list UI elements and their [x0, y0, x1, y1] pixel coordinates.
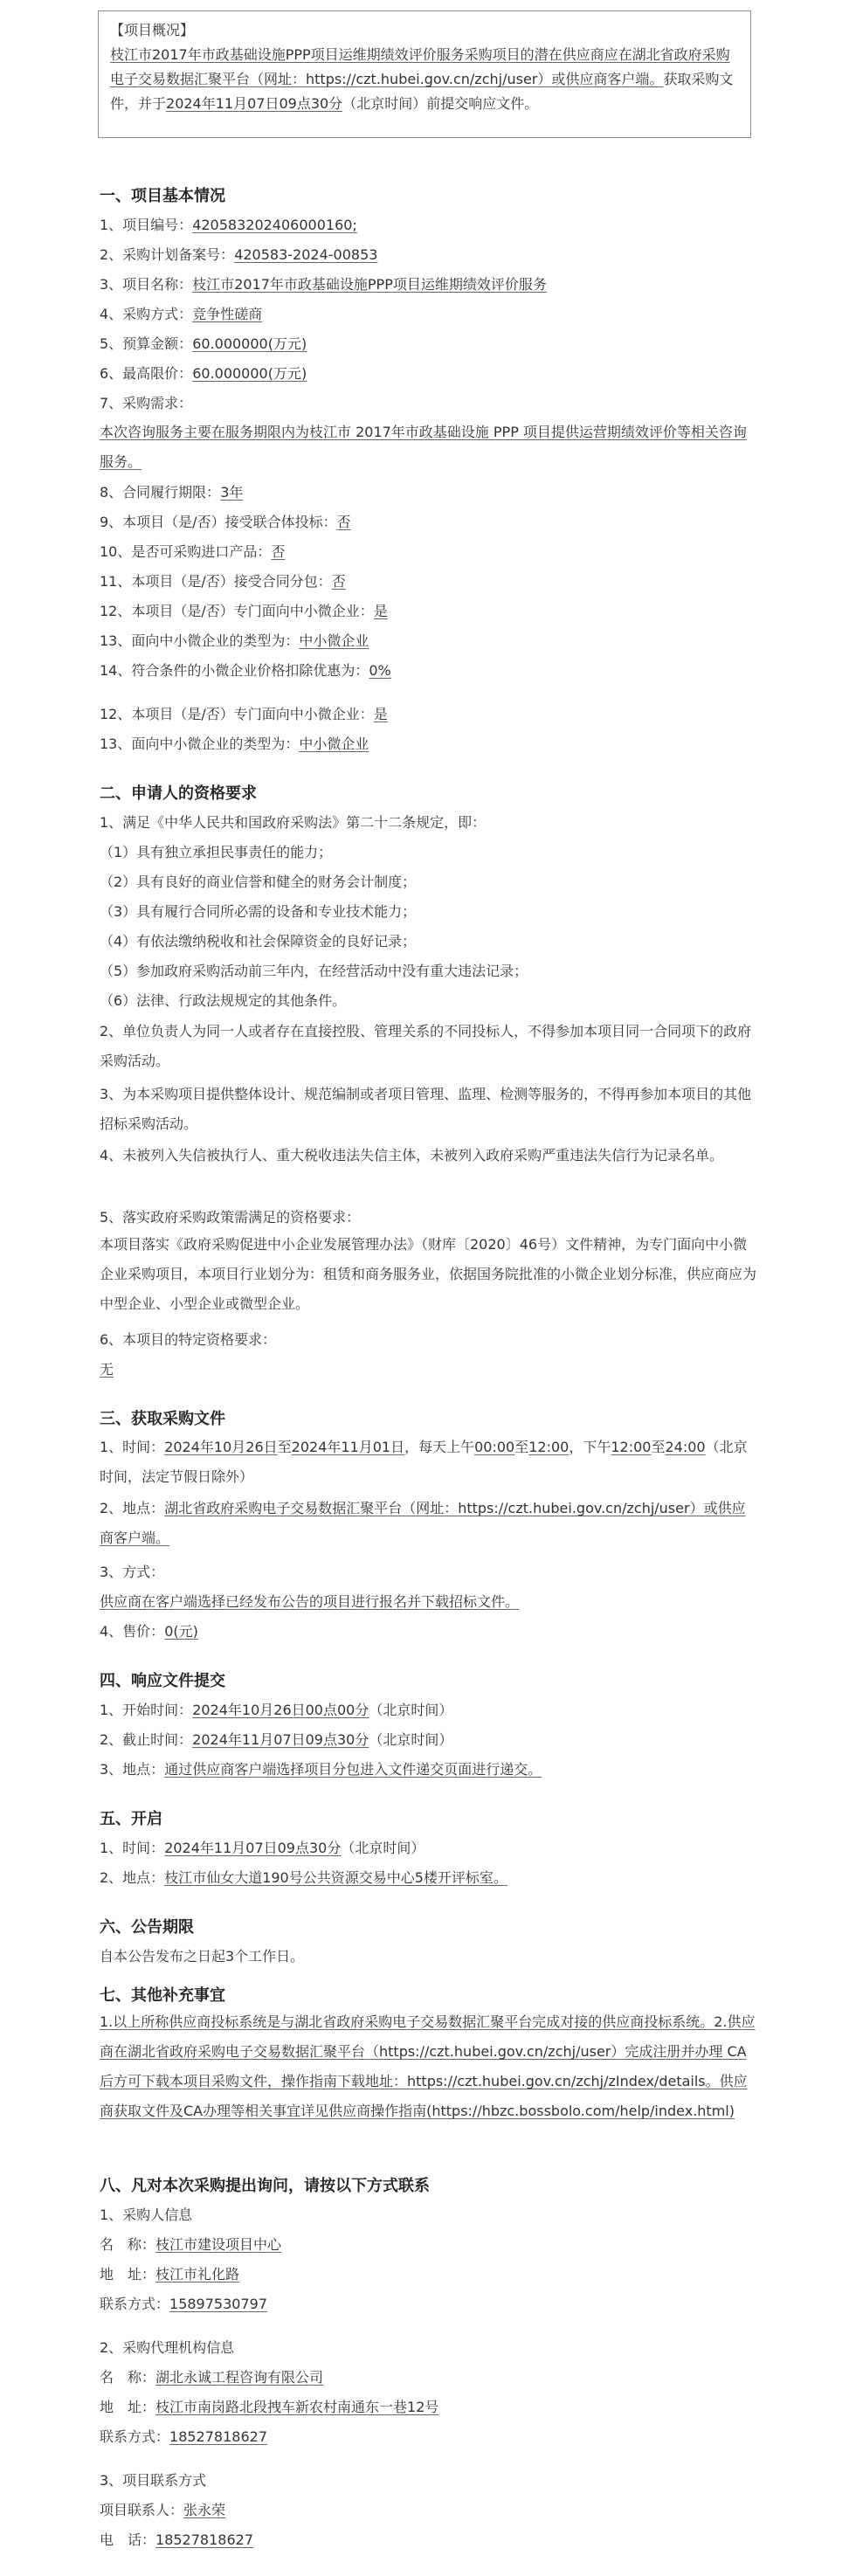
- opening-time-value: 2024年11月07日09点30分: [164, 1840, 342, 1856]
- qualification-2: 2、单位负责人为同一人或者存在直接控股、管理关系的不同投标人，不得参加本项目同一合同项下的政府采购活动。: [100, 1023, 752, 1069]
- overview-text-2: 获取采购文件，并于: [110, 71, 734, 112]
- project-contact-person: [100, 2500, 225, 2521]
- acquire-way-label: 3、方式：: [100, 1564, 165, 1580]
- budget-amount: [100, 334, 307, 355]
- opening-time-tz: （北京时间）: [341, 1840, 425, 1856]
- agency-address-label: 地 址：: [100, 2399, 156, 2415]
- consortium-value: 否: [336, 514, 351, 530]
- opening-location-value: 枝江市仙女大道190号公共资源交易中心5楼开评标室。: [164, 1869, 507, 1886]
- acquire-to: 至: [277, 1439, 292, 1455]
- overview-text-3: （北京时间）前提交响应文件。: [342, 95, 539, 112]
- project-name-value: 枝江市2017年市政基础设施PPP项目运维期绩效评价服务: [192, 276, 547, 293]
- submit-start-tz: （北京时间）: [369, 1702, 453, 1718]
- opening-location: [100, 1868, 507, 1889]
- price-discount-value: 0%: [369, 662, 391, 679]
- contract-period-value: 3年: [220, 484, 244, 501]
- submit-end-tz: （北京时间）: [369, 1731, 453, 1748]
- qualification-6-value: [100, 1359, 114, 1380]
- purchaser-contact-value: 15897530797: [169, 2296, 267, 2312]
- overview-text-1: 枝江市2017年市政基础设施PPP项目运维期绩效评价服务采购项目的潜在供应商应在湖北省政府采购电子交易数据汇聚平台（网址：https://czt.hubei.gov.cn/zchj/user）或供应商客户端。: [110, 46, 730, 87]
- project-contact-person-value: 张永荣: [183, 2502, 226, 2518]
- section-4-heading: 四、响应文件提交: [100, 1672, 225, 1690]
- project-contact-phone-label: 电 话：: [100, 2531, 156, 2548]
- opening-time: [100, 1838, 424, 1859]
- acquire-pm-start: 12:00: [611, 1439, 652, 1455]
- submit-location-label: 3、地点：: [100, 1761, 165, 1778]
- section-7-heading: 七、其他补充事宜: [100, 1986, 225, 2005]
- acquire-way: [100, 1592, 519, 1613]
- purchase-need-label: 7、采购需求：: [100, 395, 193, 411]
- section-1-heading: 一、项目基本情况: [100, 187, 225, 205]
- purchase-need-value: 本次咨询服务主要在服务期限内为枝江市 2017年市政基础设施 PPP 项目提供运营期绩效评价等相关咨询服务。: [100, 424, 747, 470]
- purchaser-address-value: 枝江市礼化路: [155, 2266, 240, 2282]
- sme-type-repeat-value: 中小微企业: [299, 736, 369, 752]
- acquire-end-date: 2024年11月01日: [291, 1439, 405, 1455]
- sme-type-repeat: [100, 734, 369, 755]
- sme-type: [100, 631, 369, 652]
- subcontract: [100, 571, 346, 592]
- import-products-value: 否: [271, 543, 286, 560]
- acquire-location-value: 湖北省政府采购电子交易数据汇聚平台（网址：https://czt.hubei.gov.cn/zchj/user）或供应商客户端。: [100, 1500, 746, 1546]
- purchaser-address-label: 地 址：: [100, 2266, 156, 2282]
- acquire-location: [100, 1494, 756, 1553]
- supplementary-value: 1.以上所称供应商投标系统是与湖北省政府采购电子交易数据汇聚平台完成对接的供应商投标系统。2.供应商在湖北省政府采购电子交易数据汇聚平台（https://czt.hubei.gov.cn/zchj/user）完成注册并办理 CA后方可下载本项目采购文件，操作指南下载地址：https://czt.hubei.gov.cn/zchj/zIndex/details。供应商获取文件及CA办理等相关事宜详见供应商操作指南(https://hbzc.bossbolo.com/help/index.html): [100, 2013, 756, 2119]
- plan-number-value: 420583-2024-00853: [234, 246, 378, 263]
- special-requirement-value: 无: [100, 1361, 114, 1378]
- sme-only-value: 是: [373, 603, 388, 619]
- qualification-5-text: 本项目落实《政府采购促进中小企业发展管理办法》（财库〔2020〕46号）文件精神，为专门面向中小微企业采购项目，本项目行业划分为：租赁和商务服务业，依据国务院批准的小微企业划分标准，供应商应为中型企业、小型企业或微型企业。: [100, 1236, 757, 1312]
- acquire-location-label: 2、地点：: [100, 1500, 165, 1516]
- acquire-to-3: 至: [651, 1439, 666, 1455]
- purchaser-name: [100, 2234, 281, 2255]
- purchase-method: [100, 304, 262, 325]
- sme-type-value: 中小微企业: [299, 632, 369, 649]
- plan-number-label: 2、采购计划备案号：: [100, 246, 235, 263]
- agency-info-heading: 2、采购代理机构信息: [100, 2339, 235, 2356]
- qualification-5-label: 5、落实政府采购政策需满足的资格要求：: [100, 1209, 361, 1226]
- submit-start-label: 1、开始时间：: [100, 1702, 193, 1718]
- qualification-sub-2: （2）具有良好的商业信誉和健全的财务会计制度；: [100, 874, 417, 890]
- contract-period: [100, 482, 243, 503]
- price-discount: [100, 660, 391, 681]
- project-contact-phone: [100, 2530, 253, 2551]
- section-8-heading: 八、凡对本次采购提出询问，请按以下方式联系: [100, 2177, 430, 2195]
- qualification-sub-1: （1）具有独立承担民事责任的能力；: [100, 844, 333, 860]
- project-contact-heading: 3、项目联系方式: [100, 2472, 207, 2489]
- project-number: [100, 215, 357, 236]
- submit-end: [100, 1730, 452, 1751]
- notice-period: 自本公告发布之日起3个工作日。: [100, 1948, 305, 1965]
- sme-only-label: 12、本项目（是/否）专门面向中小微企业：: [100, 603, 374, 619]
- project-name-label: 3、项目名称：: [100, 276, 193, 293]
- project-number-label: 1、项目编号：: [100, 217, 193, 233]
- purchaser-name-label: 名 称：: [100, 2236, 156, 2253]
- section-3-heading: 三、获取采购文件: [100, 1410, 225, 1428]
- submit-end-label: 2、截止时间：: [100, 1731, 193, 1748]
- submit-start: [100, 1700, 452, 1721]
- submit-end-value: 2024年11月07日09点30分: [192, 1731, 369, 1748]
- submit-start-value: 2024年10月26日00点00分: [192, 1702, 369, 1718]
- subcontract-label: 11、本项目（是/否）接受合同分包：: [100, 573, 332, 590]
- qualification-sub-3: （3）具有履行合同所必需的设备和专业技术能力；: [100, 903, 417, 920]
- agency-name-label: 名 称：: [100, 2369, 156, 2386]
- agency-name-value: 湖北永诚工程咨询有限公司: [155, 2369, 324, 2386]
- project-overview-box: [98, 10, 751, 138]
- acquire-time-label: 1、时间：: [100, 1439, 165, 1455]
- agency-contact-value: 18527818627: [169, 2428, 267, 2445]
- submit-location-value: 通过供应商客户端选择项目分包进入文件递交页面进行递交。: [164, 1761, 542, 1778]
- purchase-method-value: 竞争性磋商: [192, 306, 263, 322]
- project-number-value: 420583202406000160;: [192, 217, 357, 233]
- opening-location-label: 2、地点：: [100, 1869, 165, 1886]
- agency-address: [100, 2397, 438, 2418]
- acquire-pm-label: ，下午: [569, 1439, 611, 1455]
- sme-type-label: 13、面向中小微企业的类型为：: [100, 632, 300, 649]
- purchaser-address: [100, 2264, 239, 2285]
- acquire-am-label: ，每天上午: [404, 1439, 475, 1455]
- overview-text: [110, 43, 739, 116]
- sme-only: [100, 601, 388, 622]
- submit-location: [100, 1759, 542, 1780]
- purchase-method-label: 4、采购方式：: [100, 306, 193, 322]
- max-price-label: 6、最高限价：: [100, 365, 193, 382]
- acquire-price-label: 4、售价：: [100, 1623, 165, 1640]
- purchaser-name-value: 枝江市建设项目中心: [155, 2236, 282, 2253]
- acquire-time: [100, 1433, 756, 1492]
- overview-label: 【项目概况】: [110, 22, 195, 38]
- purchaser-info-heading: 1、采购人信息: [100, 2207, 193, 2223]
- purchase-need-text: [100, 418, 756, 477]
- opening-time-label: 1、时间：: [100, 1840, 165, 1856]
- max-price: [100, 363, 307, 384]
- acquire-price-value: 0(元): [164, 1623, 198, 1640]
- sme-only-repeat-value: 是: [373, 706, 388, 722]
- project-contact-phone-value: 18527818627: [155, 2531, 253, 2548]
- consortium: [100, 512, 351, 533]
- acquire-pm-end: 24:00: [665, 1439, 706, 1455]
- section-5-heading: 五、开启: [100, 1810, 162, 1828]
- consortium-label: 9、本项目（是/否）接受联合体投标：: [100, 514, 337, 530]
- budget-amount-label: 5、预算金额：: [100, 335, 193, 352]
- agency-name: [100, 2367, 323, 2388]
- sme-type-repeat-label: 13、面向中小微企业的类型为：: [100, 736, 300, 752]
- project-name: [100, 274, 547, 295]
- qualification-sub-4: （4）有依法缴纳税收和社会保障资金的良好记录；: [100, 933, 417, 950]
- purchaser-contact-label: 联系方式：: [100, 2296, 170, 2312]
- qualification-6-label: 6、本项目的特定资格要求：: [100, 1331, 277, 1348]
- agency-contact-label: 联系方式：: [100, 2428, 170, 2445]
- section-6-heading: 六、公告期限: [100, 1918, 194, 1937]
- section-2-heading: 二、申请人的资格要求: [100, 784, 257, 803]
- supplementary-text: [100, 2007, 756, 2126]
- plan-number: [100, 245, 377, 266]
- acquire-price: [100, 1621, 198, 1642]
- qualification-3: 3、为本采购项目提供整体设计、规范编制或者项目管理、监理、检测等服务的，不得再参加本项目的其他招标采购活动。: [100, 1086, 752, 1132]
- qualification-sub-6: （6）法律、行政法规规定的其他条件。: [100, 992, 347, 1009]
- qualification-sub-5: （5）参加政府采购活动前三年内，在经营活动中没有重大违法记录；: [100, 963, 528, 979]
- overview-deadline: 2024年11月07日09点30分: [166, 95, 343, 112]
- qualification-4: 4、未被列入失信被执行人、重大税收违法失信主体，未被列入政府采购严重违法失信行为记录名单。: [100, 1147, 724, 1164]
- acquire-am-start: 00:00: [474, 1439, 515, 1455]
- contract-period-label: 8、合同履行期限：: [100, 484, 221, 501]
- import-products-label: 10、是否可采购进口产品：: [100, 543, 272, 560]
- project-contact-person-label: 项目联系人：: [100, 2502, 184, 2518]
- price-discount-label: 14、符合条件的小微企业价格扣除优惠为：: [100, 662, 369, 679]
- acquire-start-date: 2024年10月26日: [164, 1439, 278, 1455]
- budget-amount-value: 60.000000(万元): [192, 335, 307, 352]
- import-products: [100, 542, 285, 563]
- sme-only-repeat-label: 12、本项目（是/否）专门面向中小微企业：: [100, 706, 374, 722]
- agency-address-value: 枝江市南岗路北段拽车新农村南通东一巷12号: [155, 2399, 439, 2415]
- acquire-to-2: 至: [514, 1439, 529, 1455]
- acquire-way-value: 供应商在客户端选择已经发布公告的项目进行报名并下载招标文件。: [100, 1593, 520, 1610]
- max-price-value: 60.000000(万元): [192, 365, 307, 382]
- subcontract-value: 否: [331, 573, 346, 590]
- agency-contact: [100, 2427, 267, 2448]
- sme-only-repeat: [100, 704, 388, 725]
- purchaser-contact: [100, 2294, 267, 2315]
- acquire-am-end: 12:00: [528, 1439, 569, 1455]
- qualification-1: 1、满足《中华人民共和国政府采购法》第二十二条规定，即：: [100, 814, 487, 831]
- acquire-time-tail: （北京时间，法定节假日除外）: [100, 1439, 748, 1485]
